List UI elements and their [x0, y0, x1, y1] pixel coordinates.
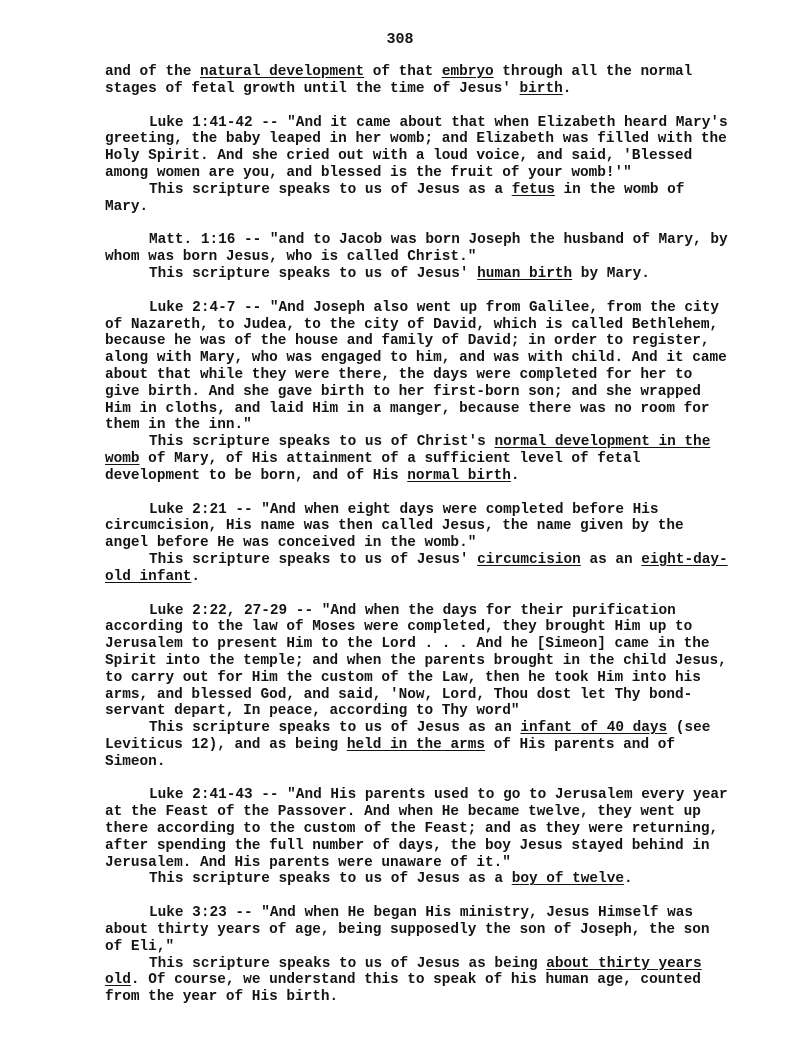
document-body [105, 64, 730, 1006]
emphasis-underline: birth [519, 80, 563, 97]
commentary: This scripture speaks to us of Jesus as a boy of twelve. [149, 871, 633, 888]
emphasis-underline: normal development in the womb [105, 434, 711, 467]
emphasis-underline: natural development [200, 64, 365, 80]
commentary: This scripture speaks to us of Jesus as a fetus in the womb of Mary. [105, 181, 685, 215]
emphasis-underline: held in the arms [346, 736, 485, 753]
scripture-quote: Luke 3:23 -- "And when He began His ministry, Jesus Himself was about thirty years of age, being supposedly the son of Joseph, the son of Eli," [105, 905, 710, 955]
scripture-quote: Luke 2:21 -- "And when eight days were completed before His circumcision, His name was then called Jesus, the name given by the angel before He was conceived in the womb." [105, 501, 684, 552]
emphasis-underline: about thirty years old [105, 955, 702, 989]
emphasis-underline: human birth [477, 265, 573, 282]
commentary: This scripture speaks to us of Jesus as an infant of 40 days (see Leviticus 12), and as being held in the arms of His parents and of Simeon. [105, 720, 711, 770]
scripture-quote: Luke 1:41-42 -- "And it came about that when Elizabeth heard Mary's greeting, the baby leaped in her womb; and Elizabeth was filled with the Holy Spirit. And she cried out with a loud voice, and said, 'Blessed among women are you, and blessed is the fruit of your womb!'" [105, 114, 728, 181]
emphasis-underline: boy of twelve [511, 871, 624, 888]
emphasis-underline: infant of 40 days [520, 720, 668, 737]
emphasis-underline: normal birth [407, 467, 511, 484]
scripture-quote: Luke 2:41-43 -- "And His parents used to go to Jerusalem every year at the Feast of the Passover. And when He became twelve, they went up there according to the custom of the Feast; and as they were returning, after spending the full number of days, the boy Jesus stayed behind in Jerusalem. And His parents were unaware of it." [105, 787, 728, 871]
emphasis-underline: fetus [511, 181, 555, 198]
scripture-quote: Luke 2:22, 27-29 -- "And when the days for their purification according to the law of Moses were completed, they brought Him up to Jerusalem to present Him to the Lord . . . And he [Simeon] came in the Spirit into the temple; and when the parents brought in the child Jesus, to carry out for Him the custom of the Law, then he took Him into his arms, and blessed God, and said, 'Now, Lord, Thou dost let Thy bond-servant depart, In peace, according to Thy word" [105, 602, 727, 720]
commentary: This scripture speaks to us of Jesus' circumcision as an eight-day-old infant. [105, 551, 728, 585]
scripture-quote: Luke 2:4-7 -- "And Joseph also went up from Galilee, from the city of Nazareth, to Judea, to the city of David, which is called Bethlehem, because he was of the house and family of David; in order to register, along with Mary, who was engaged to him, and was with child. And it came about that while they were there, the days were completed for her to give birth. And she gave birth to her first-born son; and she wrapped Him in cloths, and laid Him in a manger, because there was no room for them in the inn." [105, 299, 727, 434]
commentary: This scripture speaks to us of Jesus as being about thirty years old. Of course, we understand this to speak of his human age, counted from the year of His birth. [105, 955, 702, 1006]
emphasis-underline: eight-day-old infant [105, 551, 728, 585]
commentary: This scripture speaks to us of Jesus' human birth by Mary. [149, 265, 650, 282]
commentary: This scripture speaks to us of Christ's normal development in the womb of Mary, of His attainment of a sufficient level of fetal development to be born, and of His normal birth. [105, 434, 711, 484]
page-number: 308 [386, 31, 414, 48]
emphasis-underline: embryo [441, 64, 494, 80]
emphasis-underline: circumcision [477, 551, 581, 568]
scripture-quote: Matt. 1:16 -- "and to Jacob was born Joseph the husband of Mary, by whom was born Jesus, who is called Christ." [105, 232, 728, 266]
intro-paragraph: and of the natural development of that embryo through all the normal stages of fetal growth until the time of Jesus' birth. [105, 64, 693, 97]
